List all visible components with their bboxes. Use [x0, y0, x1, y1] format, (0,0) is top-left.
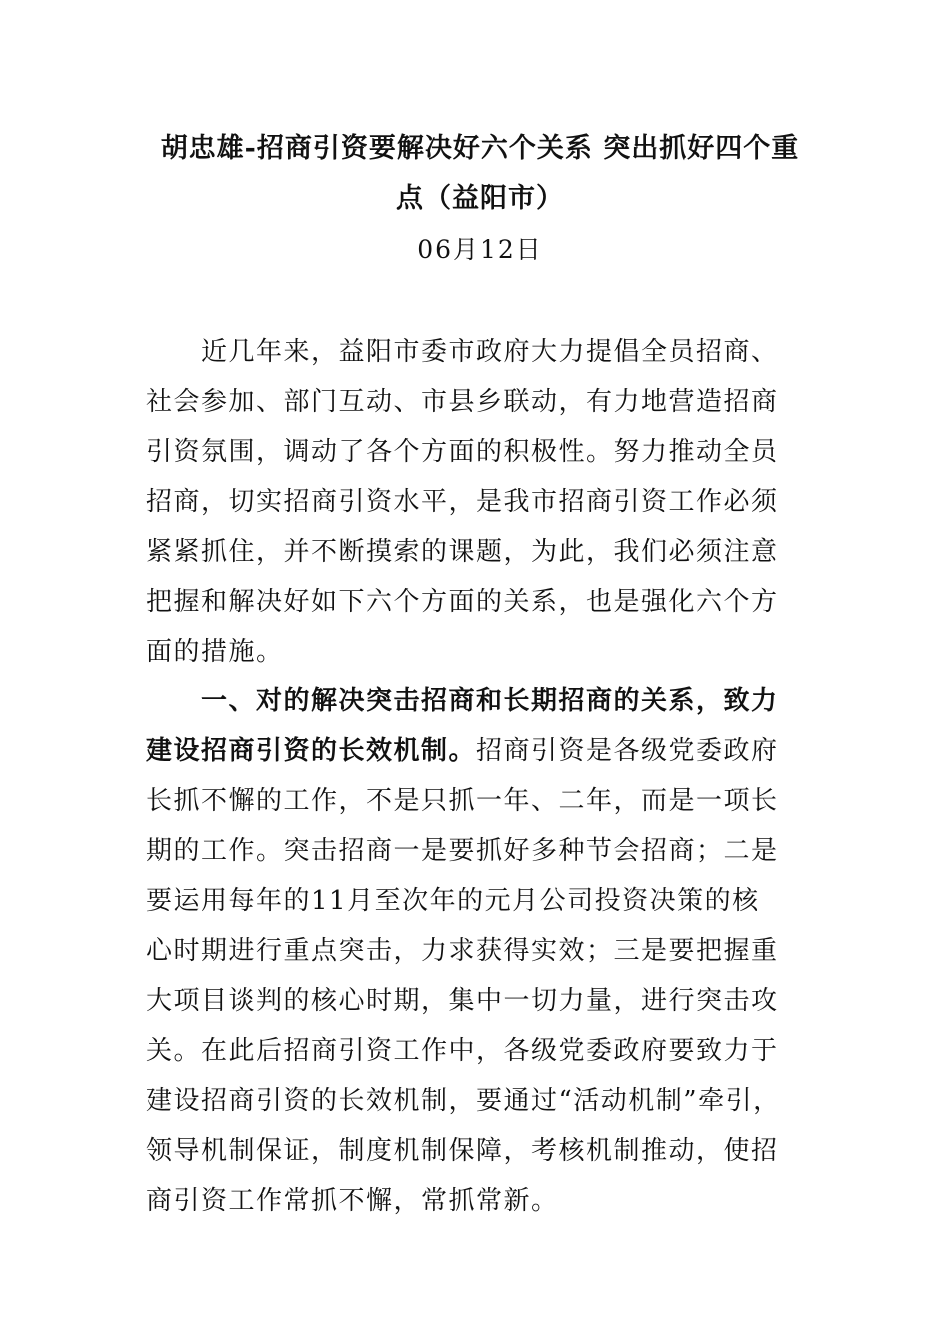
paragraph-2 — [146, 676, 826, 1226]
paragraph-1-line: 引资氛围，调动了各个方面的积极性。努力推动全员 — [146, 437, 779, 467]
paragraph-2-line: 长抓不懈的工作，不是只抓一年、二年，而是一项长 — [146, 786, 779, 816]
paragraph-2-line — [146, 726, 826, 776]
paragraph-2-line: 要运用每年的11月至次年的元月公司投资决策的核 — [146, 886, 760, 916]
paragraph-1-line: 招商，切实招商引资水平，是我市招商引资工作必须 — [146, 487, 779, 517]
paragraph-2-line: 期的工作。突击招商一是要抓好多种节会招商；二是 — [146, 836, 779, 866]
document-title-line-1: 胡忠雄-招商引资要解决好六个关系 突出抓好四个重 — [160, 133, 800, 164]
paragraph-2-text: 招商引资是各级党委政府 — [476, 736, 779, 766]
paragraph-2-line: 商引资工作常抓不懈，常抓常新。 — [146, 1186, 559, 1216]
paragraph-1-line: 紧紧抓住，并不断摸索的课题，为此，我们必须注意 — [146, 537, 779, 567]
paragraph-2-line: 心时期进行重点突击，力求获得实效；三是要把握重 — [146, 936, 779, 966]
section-heading-line-2: 建设招商引资的长效机制。 — [146, 736, 477, 766]
document-date: 06月12日 — [417, 235, 543, 264]
paragraph-1-line: 社会参加、部门互动、市县乡联动，有力地营造招商 — [146, 387, 779, 417]
paragraph-1-line: 把握和解决好如下六个方面的关系，也是强化六个方 — [146, 587, 779, 617]
paragraph-1 — [146, 327, 826, 677]
paragraph-2-line: 建设招商引资的长效机制，要通过“活动机制”牵引， — [146, 1086, 781, 1116]
section-heading-line-1: 一、对的解决突击招商和长期招商的关系，致力 — [201, 686, 779, 716]
document-title-line-2: 点（益阳市） — [396, 183, 564, 214]
paragraph-2-line: 关。在此后招商引资工作中，各级党委政府要致力于 — [146, 1036, 779, 1066]
paragraph-1-line: 面的措施。 — [146, 637, 284, 667]
paragraph-2-line: 领导机制保证，制度机制保障，考核机制推动，使招 — [146, 1136, 779, 1166]
paragraph-1-line: 近几年来，益阳市委市政府大力提倡全员招商、 — [201, 337, 779, 367]
paragraph-2-line: 大项目谈判的核心时期，集中一切力量，进行突击攻 — [146, 986, 779, 1016]
